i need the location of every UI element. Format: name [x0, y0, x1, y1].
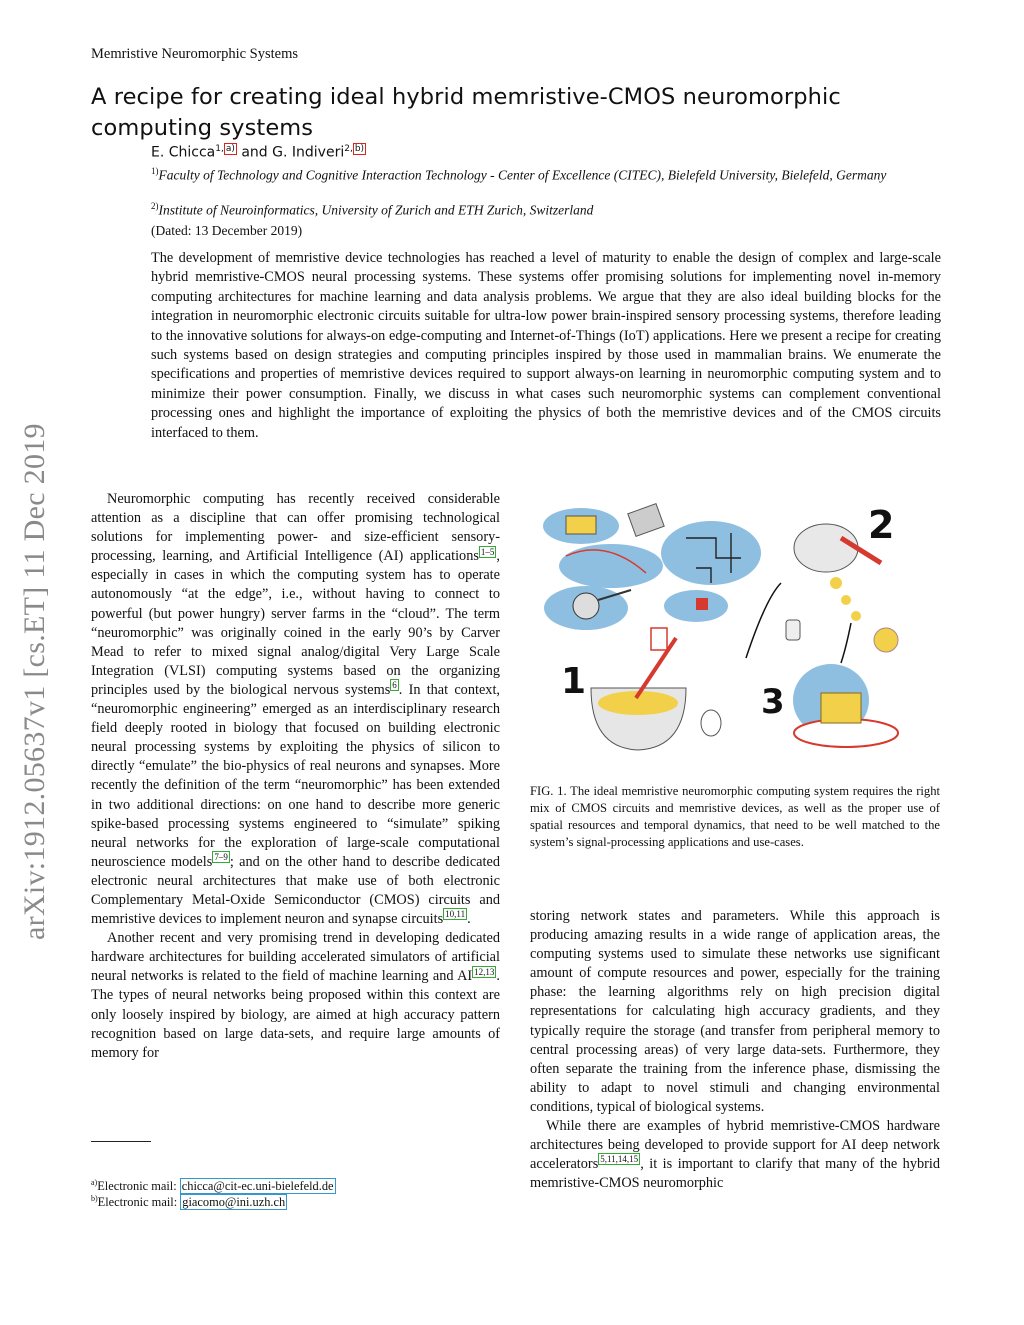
- affiliation-2-text: Institute of Neuroinformatics, University of Zurich and ETH Zurich, Switzerland: [158, 202, 594, 218]
- email-link-chicca[interactable]: chicca@cit-ec.uni-bielefeld.de: [181, 1179, 334, 1194]
- figure-1-illustration: [536, 498, 946, 760]
- footnote-mark: a): [91, 1178, 98, 1187]
- right-paragraph-2: [530, 1117, 940, 1193]
- blob-icon: [559, 544, 663, 588]
- text-span: ; and on the other hand to describe dedicated electronic neural architectures that make use of both electronic Complementary Metal-Oxide Semiconductor (CMOS) circuits and memristive devices to implement neuron and synapse circuits: [91, 853, 500, 928]
- footnote-label: Electronic mail:: [97, 1179, 180, 1194]
- arrow-icon: [746, 583, 781, 658]
- author-indiveri-affil: 2,: [344, 144, 353, 154]
- affiliation-1: [151, 162, 941, 185]
- left-column: [91, 490, 500, 1063]
- figure-1-caption: FIG. 1. The ideal memristive neuromorphic computing system requires the right mix of CMOS circuits and memristive devices, as well as the proper use of spatial resources and temporal dynamics, that need to be well matched to the system’s signal-processing applications and use-cases.: [530, 784, 940, 849]
- butter-icon: [566, 516, 596, 534]
- lemon-icon: [874, 628, 898, 652]
- author-chicca-footnote-link[interactable]: a): [225, 144, 235, 154]
- running-head: Memristive Neuromorphic Systems: [91, 46, 299, 62]
- footnote-divider: [91, 1141, 151, 1142]
- salt-shaker-icon: [786, 620, 800, 640]
- affiliation-2: [151, 197, 941, 220]
- right-column: [530, 907, 940, 1193]
- citation-link[interactable]: 12,13: [474, 966, 495, 977]
- footnote-mark: b): [91, 1194, 98, 1203]
- chip-falling-icon: [830, 577, 842, 589]
- paper-title: A recipe for creating ideal hybrid memristive-CMOS neuromorphic computing systems: [91, 84, 841, 141]
- text-span: . The types of neural networks being proposed within this context are only loosely inspired by biology, are aimed at high accuracy pattern recognition based on large data-sets, and require large amounts of memory for: [91, 968, 500, 1061]
- author-line: [151, 144, 366, 161]
- text-span: .: [467, 911, 471, 928]
- step-label-3: 3: [761, 682, 785, 722]
- resistor-icon: [696, 598, 708, 610]
- author-indiveri-footnote-link[interactable]: b): [354, 144, 365, 154]
- chip-on-plate-icon: [821, 693, 861, 723]
- affiliation-1-text: Faculty of Technology and Cognitive Interaction Technology - Center of Excellence (CITEC), Bielefeld University, Bielefeld, Germany: [158, 167, 887, 183]
- citation-link[interactable]: 6: [392, 680, 397, 691]
- footnote-label: Electronic mail:: [97, 1195, 181, 1210]
- chip-falling-icon: [851, 611, 861, 621]
- author-chicca-affil: 1,: [215, 144, 224, 154]
- footnote-a: [91, 1178, 336, 1194]
- chip-falling-icon: [841, 595, 851, 605]
- citation-link[interactable]: 1–5: [480, 546, 495, 557]
- footnote-b: [91, 1194, 287, 1210]
- egg-icon: [701, 710, 721, 736]
- email-link-indiveri[interactable]: giacomo@ini.uzh.ch: [182, 1195, 286, 1210]
- abstract: The development of memristive device technologies has reached a level of maturity to enable the design of complex and large-scale hybrid memristive-CMOS neural processing systems. These systems offer promising solutions for implementing novel in-memory computing architectures for machine learning and data analysis problems. We argue that they are also ideal building blocks for the integration in neuromorphic electronic circuits suitable for ultra-low power brain-inspired sensory processing systems, therefore leading to the innovative solutions for always-on edge-computing and Internet-of-Things (IoT) applications. Here we present a recipe for creating such systems based on design strategies and computing principles inspired by those used in mammalian brains. We enumerate the specifications and properties of memristive devices required to support always-on learning in neuromorphic computing system and to minimize their power consumption. Finally, we discuss in what cases such neuromorphic systems can complement conventional processing ones and highlight the importance of exploiting the physics of both the memristive devices and of the CMOS circuits interfaced to them.: [151, 250, 941, 441]
- arrow-icon: [841, 623, 851, 663]
- right-paragraph-1: storing network states and parameters. While this approach is producing amazing results in a wide range of application areas, the computing systems used to simulate these networks use significant amount of compute resources and power, especially for the training phase: the learning algorithms rely on high precision digital representations for calculating high accuracy gradients, and they typically require the storage (and transfer from peripheral memory to central processing areas) of very large data-sets. Furthermore, they often separate the training from the inference phase, dismissing the ability to adapt to novel stimuli and changing environmental conditions, typical of biological systems.: [530, 908, 940, 1115]
- text-span: , it is important to clarify that many of the hybrid memristive-CMOS neuromorphic: [530, 1156, 940, 1192]
- intro-paragraph-2: [91, 929, 500, 1063]
- citation-link[interactable]: 5,11,14,15: [600, 1154, 639, 1165]
- strainer-icon: [573, 593, 599, 619]
- author-conjunction: and: [236, 144, 273, 161]
- intro-paragraph-1: [91, 490, 500, 929]
- text-span: While there are examples of hybrid memristive-CMOS hardware architectures being developed to provide support for AI deep network accelerators: [530, 1118, 940, 1173]
- affiliation-1-num: 1): [151, 166, 159, 176]
- text-span: Neuromorphic computing has recently received considerable attention as a discipline that can offer promising technological solutions for implementing power- and size-efficient sensory-processing, learning, and Artificial Intelligence (AI) applications: [91, 491, 500, 565]
- text-span: Another recent and very promising trend in developing dedicated hardware architectures for building accelerated simulators of artificial neural networks is related to the field of machine learning and AI: [91, 930, 500, 985]
- citation-link[interactable]: 7–9: [214, 852, 228, 863]
- pot-icon: [794, 524, 858, 572]
- step-label-2: 2: [868, 503, 895, 547]
- grater-icon: [628, 504, 664, 537]
- text-span: , especially in cases in which the computing system has to operate autonomously “at the edge”, i.e., without having to connect to powerful (but power hungry) server farms in the “cloud”. The term “neuromorphic” was originally coined in the early 90’s by Carver Mead to refer to mixed signal analog/digital Very Large Scale Integration (VLSI) computing systems based on the organizing principles used by the biological nervous systems: [91, 548, 500, 698]
- citation-link[interactable]: 10,11: [445, 909, 466, 920]
- author-chicca: E. Chicca: [151, 144, 216, 161]
- affiliation-2-num: 2): [151, 201, 159, 211]
- memristor-chip-icon: [651, 628, 667, 650]
- date-line: (Dated: 13 December 2019): [151, 223, 303, 238]
- arxiv-identifier[interactable]: arXiv:1912.05637v1 [cs.ET] 11 Dec 2019: [18, 423, 51, 940]
- author-indiveri: G. Indiveri: [272, 144, 345, 161]
- step-label-1: 1: [561, 661, 587, 702]
- text-span: . In that context, “neuromorphic engineering” emerged as an interdisciplinary research field deeply rooted in biology that focused on building electronic neural processing systems by exploiting the physics of silicon to directly “emulate” the bio-physics of real neurons and synapses. More recently the definition of the term “neuromorphic” has been extended in two additional directions: on one hand to describe more generic spike-based processing systems engineered to “simulate” spiking neural networks for the exploration of large-scale computational neuroscience models: [91, 681, 500, 870]
